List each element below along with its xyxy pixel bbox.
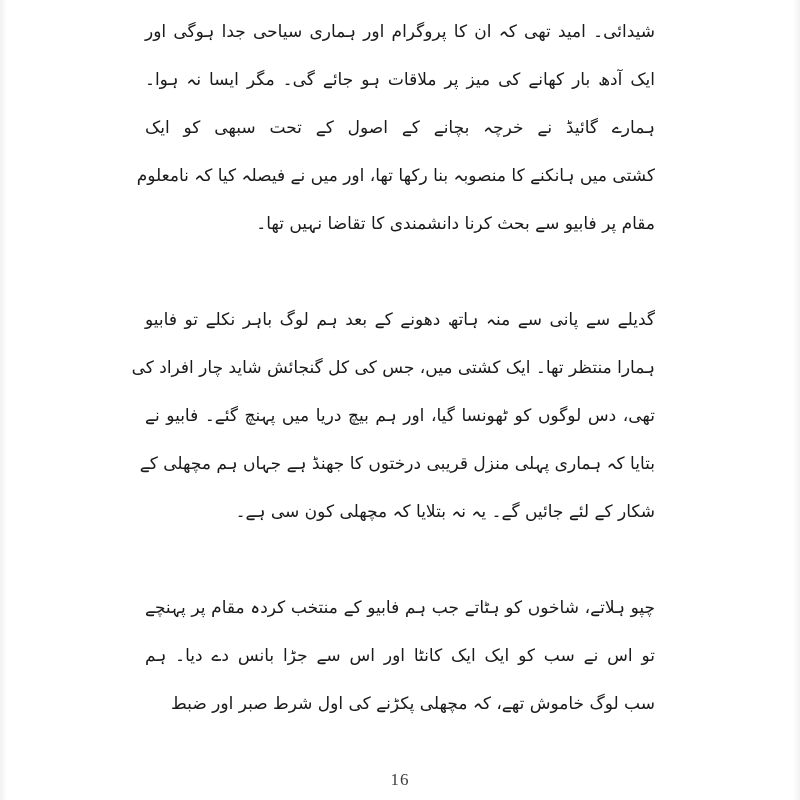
text-line: ایک آدھ بار کھانے کی میز پر ملاقات ہو جائے گی۔ مگر ایسا نہ ہوا۔ <box>145 70 655 90</box>
text-line: گدیلے سے پانی سے منہ ہاتھ دھونے کے بعد ہم لوگ باہر نکلے تو فابیو <box>145 310 655 330</box>
text-line: شیدائی۔ امید تھی کہ ان کا پروگرام اور ہماری سیاحی جدا ہوگی اور <box>145 22 655 42</box>
text-line: بتایا کہ ہماری پہلی منزل قریبی درختوں کا جھنڈ ہے جہاں ہم مچھلی کے <box>139 454 655 474</box>
paragraph <box>145 584 655 728</box>
paragraph <box>136 8 655 248</box>
text-line: تو اس نے سب کو ایک ایک کانٹا اور اس سے جڑا بانس دے دیا۔ ہم <box>145 646 655 666</box>
text-line: ہمارا منتظر تھا۔ ایک کشتی میں، جس کی کل گنجائش شاید چار افراد کی <box>131 358 655 378</box>
text-line: چپو ہلاتے، شاخوں کو ہٹاتے جب ہم فابیو کے منتخب کردہ مقام پر پہنچے <box>145 598 655 618</box>
text-line: مقام پر فابیو سے بحث کرنا دانشمندی کا تقاضا نہیں تھا۔ <box>256 214 655 234</box>
scan-edge-shadow-right <box>793 0 800 800</box>
text-line: شکار کے لئے جائیں گے۔ یہ نہ بتلایا کہ مچھلی کون سی ہے۔ <box>235 502 655 522</box>
text-line: کشتی میں ہانکنے کا منصوبہ بنا رکھا تھا، اور میں نے فیصلہ کیا کہ نامعلوم <box>136 166 655 186</box>
text-line: تھی، دس لوگوں کو ٹھونسا گیا، اور ہم بیچ دریا میں پہنچ گئے۔ فابیو نے <box>145 406 655 426</box>
paragraph <box>131 296 655 536</box>
scan-edge-shadow-left <box>0 0 7 800</box>
body-text <box>131 8 655 728</box>
text-line: ہمارے گائیڈ نے خرچہ بچانے کے اصول کے تحت سبھی کو ایک <box>145 118 655 138</box>
text-line: سب لوگ خاموش تھے، کہ مچھلی پکڑنے کی اول شرط صبر اور ضبط <box>171 694 655 714</box>
page-number: 16 <box>390 770 410 789</box>
